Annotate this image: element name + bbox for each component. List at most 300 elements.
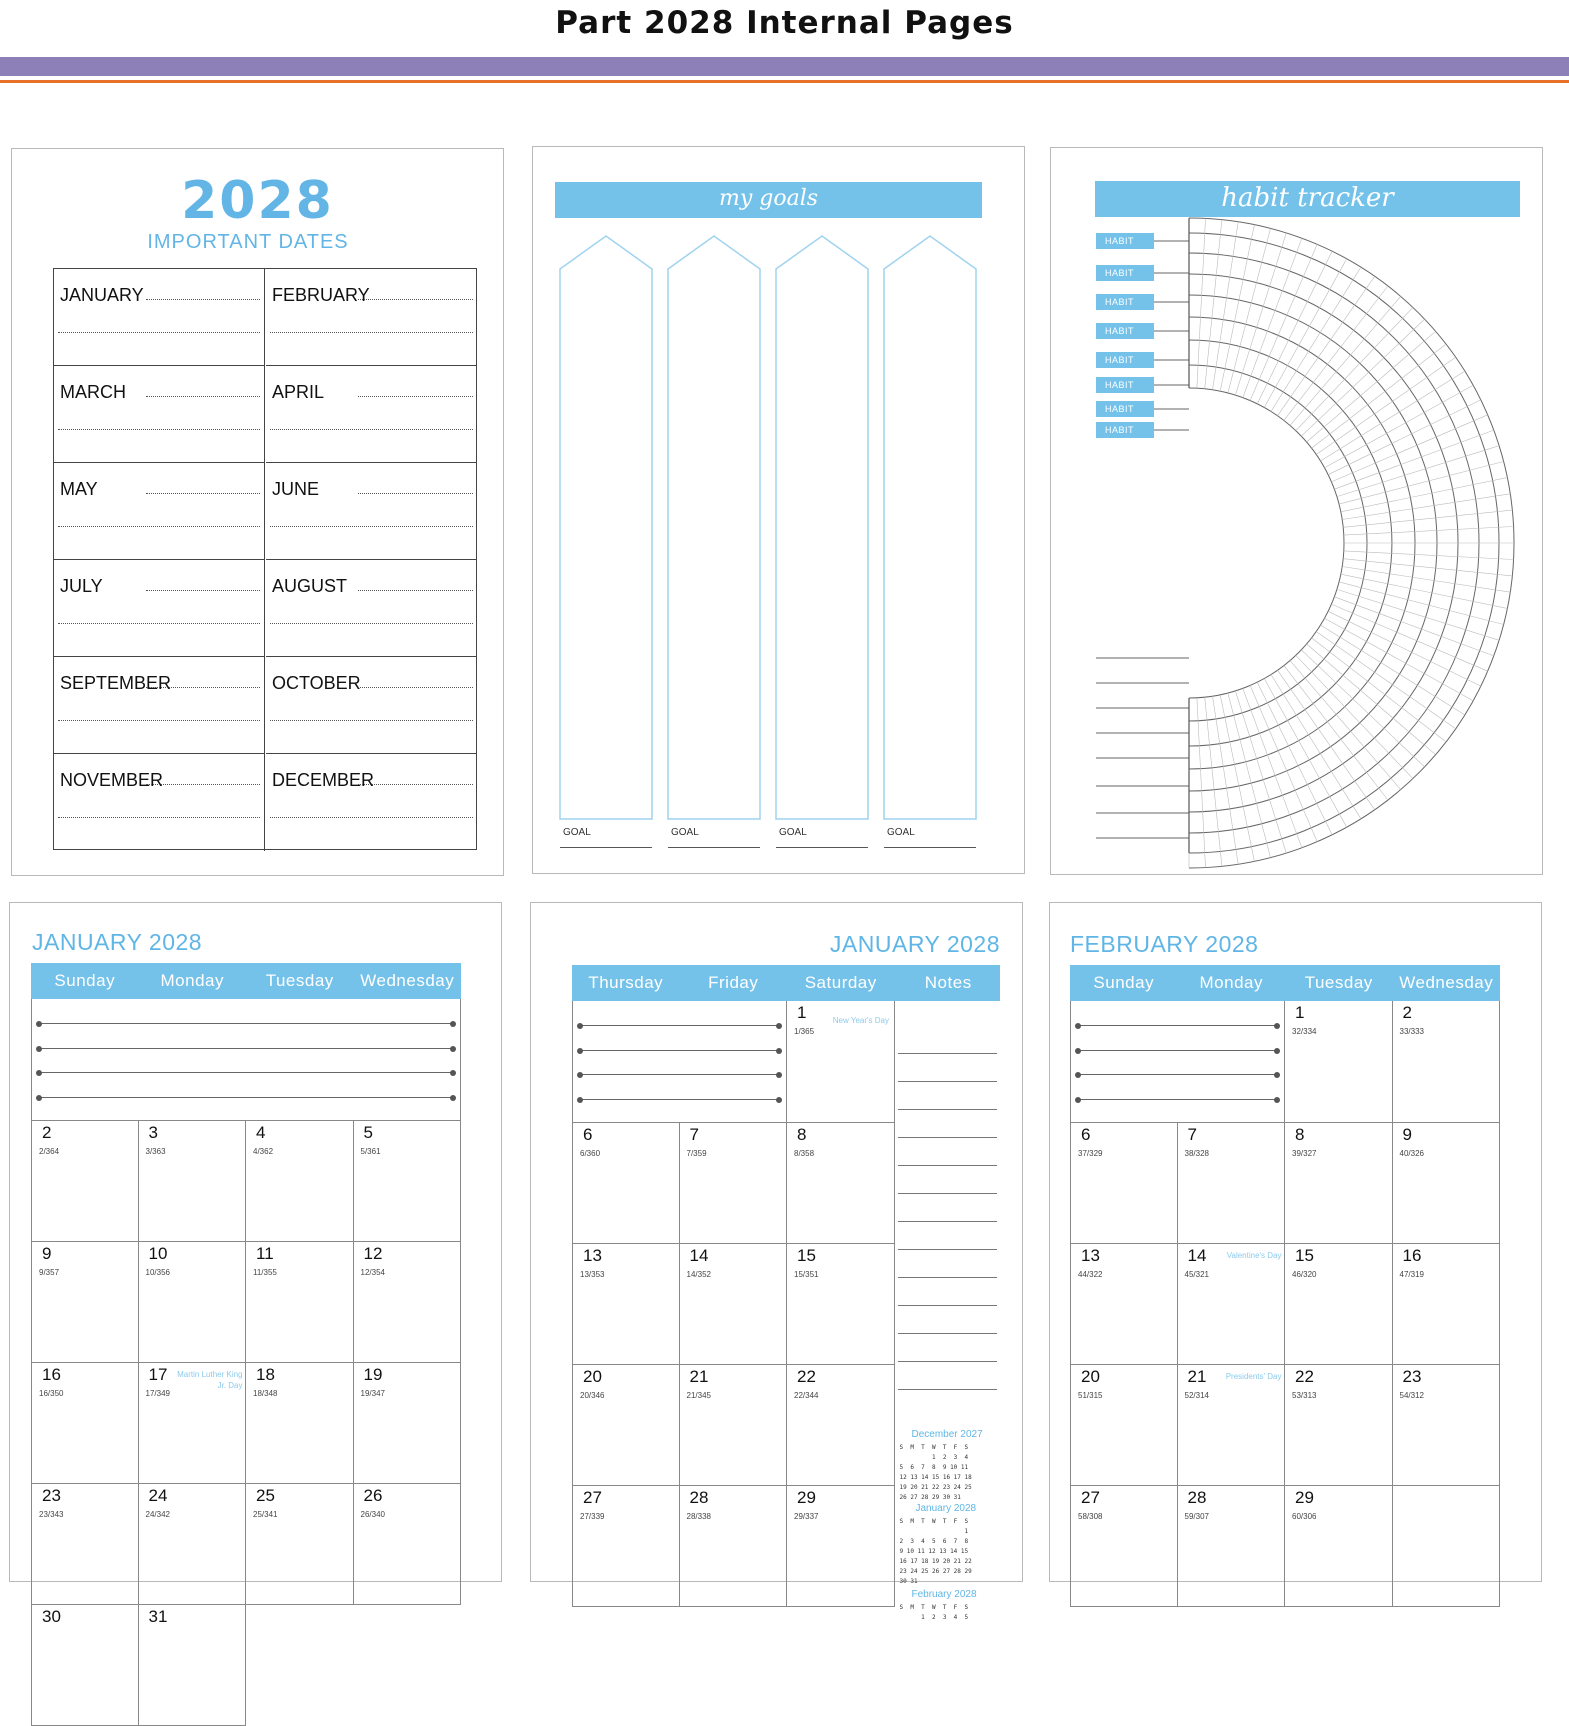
weekday-friday: Friday <box>708 973 759 992</box>
notes-line <box>898 1193 998 1194</box>
mini-calendar-row: 9 10 11 12 13 14 15 <box>899 1548 969 1555</box>
day-number: 2 <box>1402 1003 1412 1022</box>
day-cell <box>572 1123 680 1244</box>
day-cell <box>1285 1244 1393 1365</box>
notes-row <box>572 1001 787 1123</box>
month-box <box>266 366 477 463</box>
day-count: 2/364 <box>39 1147 60 1156</box>
day-number: 16 <box>1402 1246 1422 1265</box>
day-number: 13 <box>583 1246 602 1265</box>
day-number: 29 <box>797 1488 816 1507</box>
bullet-dot <box>1075 1023 1081 1029</box>
day-cell <box>680 1244 788 1365</box>
month-box <box>266 657 477 754</box>
writing-line <box>1078 1074 1277 1075</box>
month-box <box>54 463 265 560</box>
day-number: 7 <box>689 1125 699 1144</box>
orange-line <box>0 80 1569 83</box>
day-cell <box>354 1242 462 1363</box>
habit-label: HABIT <box>1096 294 1154 310</box>
day-count: 60/306 <box>1292 1512 1317 1521</box>
day-number: 26 <box>363 1486 383 1505</box>
day-count: 6/360 <box>580 1149 601 1158</box>
habit-label: HABIT <box>1096 401 1154 417</box>
day-count: 17/349 <box>145 1389 170 1398</box>
month-name: JUNE <box>272 479 320 499</box>
day-count: 12/354 <box>360 1268 385 1277</box>
weekday-thursday: Thursday <box>588 973 664 992</box>
goal-label: GOAL <box>779 827 807 838</box>
day-number: 15 <box>1295 1246 1314 1265</box>
day-cell <box>31 1121 139 1242</box>
notes-line <box>898 1333 998 1334</box>
month-name: DECEMBER <box>272 770 375 790</box>
day-cell <box>1393 1365 1501 1486</box>
day-count: 14/352 <box>686 1270 711 1279</box>
page-title: Part 2028 Internal Pages <box>555 5 1014 41</box>
day-count: 19/347 <box>360 1389 385 1398</box>
month-box <box>54 560 265 657</box>
writing-line <box>1078 1050 1277 1051</box>
dotted-line <box>146 493 260 494</box>
day-number: 9 <box>1402 1125 1412 1144</box>
month-box <box>54 754 265 851</box>
bullet-dot <box>36 1095 42 1101</box>
day-number: 7 <box>1187 1125 1197 1144</box>
day-count: 22/344 <box>794 1391 819 1400</box>
weekday-tuesday: Tuesday <box>1304 973 1373 992</box>
writing-line <box>39 1048 453 1049</box>
day-number: 27 <box>1081 1488 1100 1507</box>
day-cell <box>787 1365 895 1486</box>
day-cell <box>1393 1486 1501 1607</box>
mini-calendar-row: 1 2 3 4 <box>899 1454 969 1461</box>
dotted-line <box>270 526 473 527</box>
day-cell <box>139 1484 247 1605</box>
day-cell <box>1178 1244 1286 1365</box>
writing-line <box>580 1025 779 1026</box>
day-cell <box>1285 1123 1393 1244</box>
mini-calendar-row: S M T W T F S <box>899 1444 969 1451</box>
weekday-monday: Monday <box>160 971 224 990</box>
month-box <box>266 560 477 657</box>
weekday-header <box>572 965 1000 1001</box>
notes-line <box>898 1221 998 1222</box>
day-count: 28/338 <box>686 1512 711 1521</box>
day-count: 33/333 <box>1399 1027 1424 1036</box>
day-count: 25/341 <box>253 1510 278 1519</box>
day-number: 22 <box>1295 1367 1314 1386</box>
weekday-sunday: Sunday <box>54 971 116 990</box>
habit-label: HABIT <box>1096 323 1154 339</box>
day-count: 51/315 <box>1078 1391 1103 1400</box>
day-cell <box>1178 1365 1286 1486</box>
holiday-label: Martin Luther King Jr. Day <box>177 1370 243 1390</box>
dotted-line <box>358 493 473 494</box>
day-number: 5 <box>363 1123 373 1142</box>
day-count: 32/334 <box>1292 1027 1317 1036</box>
bullet-dot <box>577 1097 583 1103</box>
goal-line <box>884 847 976 848</box>
day-cell <box>139 1363 247 1484</box>
day-count: 4/362 <box>253 1147 274 1156</box>
month-name: MARCH <box>60 382 126 402</box>
day-cell <box>246 1484 354 1605</box>
day-number: 30 <box>42 1607 61 1626</box>
notes-line <box>898 1109 998 1110</box>
goal-label: GOAL <box>887 827 915 838</box>
goal-line <box>776 847 868 848</box>
dotted-line <box>146 299 260 300</box>
dotted-line <box>58 720 260 721</box>
weekday-wednesday: Wednesday <box>360 971 455 990</box>
bullet-dot <box>1274 1097 1280 1103</box>
day-cell <box>787 1486 895 1607</box>
dotted-line <box>270 429 473 430</box>
day-cell <box>139 1242 247 1363</box>
goal-label: GOAL <box>563 827 591 838</box>
day-cell <box>680 1123 788 1244</box>
month-name: MAY <box>60 479 98 499</box>
day-cell <box>31 1484 139 1605</box>
day-cell <box>1070 1486 1178 1607</box>
weekday-wednesday: Wednesday <box>1399 973 1494 992</box>
notes-row <box>31 999 461 1121</box>
day-number: 14 <box>689 1246 709 1265</box>
month-name: JANUARY <box>60 285 144 305</box>
day-count: 46/320 <box>1292 1270 1317 1279</box>
day-count: 37/329 <box>1078 1149 1103 1158</box>
day-count: 16/350 <box>39 1389 64 1398</box>
day-cell <box>1393 1001 1501 1123</box>
month-name: APRIL <box>272 382 325 402</box>
bullet-dot <box>776 1097 782 1103</box>
dotted-line <box>146 687 260 688</box>
day-cell <box>680 1365 788 1486</box>
goal-line <box>560 847 652 848</box>
day-count: 13/353 <box>580 1270 605 1279</box>
month-name: FEBRUARY <box>272 285 370 305</box>
month-name: NOVEMBER <box>60 770 164 790</box>
goals-page <box>532 146 1025 874</box>
day-number: 16 <box>42 1365 61 1384</box>
notes-line <box>898 1053 998 1054</box>
mini-calendar-row: 2 3 4 5 6 7 8 <box>899 1538 969 1545</box>
dotted-line <box>358 299 473 300</box>
day-count: 10/356 <box>145 1268 170 1277</box>
january-left-page <box>9 902 502 1626</box>
day-count: 21/345 <box>686 1391 711 1400</box>
bullet-dot <box>450 1046 456 1052</box>
day-count: 53/313 <box>1292 1391 1317 1400</box>
day-cell <box>1070 1123 1178 1244</box>
mini-calendar-row: 12 13 14 15 16 17 18 <box>899 1474 972 1481</box>
bullet-dot <box>36 1070 42 1076</box>
dotted-line <box>358 590 473 591</box>
weekday-saturday: Saturday <box>804 973 877 992</box>
weekday-monday: Monday <box>1199 973 1263 992</box>
bullet-dot <box>577 1072 583 1078</box>
writing-line <box>580 1050 779 1051</box>
year-title: 2028 <box>181 171 334 231</box>
mini-calendar-row: 30 31 <box>899 1578 918 1585</box>
notes-line <box>898 1081 998 1082</box>
day-cell <box>572 1365 680 1486</box>
february-page <box>1049 902 1542 1582</box>
notes-line <box>898 1249 998 1250</box>
day-cell <box>1393 1123 1501 1244</box>
month-box <box>54 269 265 366</box>
month-name: SEPTEMBER <box>60 673 172 693</box>
purple-band <box>0 57 1569 76</box>
day-cell <box>31 1242 139 1363</box>
dotted-line <box>58 429 260 430</box>
day-number: 22 <box>797 1367 816 1386</box>
day-number: 23 <box>42 1486 61 1505</box>
day-number: 18 <box>256 1365 275 1384</box>
day-cell <box>1285 1486 1393 1607</box>
mini-calendar-row: 26 27 28 29 30 31 <box>899 1494 961 1501</box>
writing-line <box>39 1097 453 1098</box>
goal-label: GOAL <box>671 827 699 838</box>
mini-calendar-row: 16 17 18 19 20 21 22 <box>899 1558 972 1565</box>
habit-label: HABIT <box>1096 265 1154 281</box>
notes-line <box>898 1137 998 1138</box>
day-count: 59/307 <box>1184 1512 1209 1521</box>
day-cell <box>572 1244 680 1365</box>
day-number: 17 <box>148 1365 168 1384</box>
dotted-line <box>146 784 260 785</box>
day-cell <box>31 1605 139 1726</box>
day-number: 6 <box>1081 1125 1091 1144</box>
bullet-dot <box>36 1021 42 1027</box>
writing-line <box>1078 1025 1277 1026</box>
weekday-notes: Notes <box>924 973 972 992</box>
habit-tracker-title: habit tracker <box>1095 181 1520 217</box>
bullet-dot <box>450 1021 456 1027</box>
day-cell <box>1393 1244 1501 1365</box>
day-count: 15/351 <box>794 1270 819 1279</box>
day-cell <box>787 1123 895 1244</box>
writing-line <box>39 1072 453 1073</box>
day-cell <box>354 1121 462 1242</box>
day-count: 9/357 <box>39 1268 60 1277</box>
mini-calendar-row: 1 2 3 4 5 <box>899 1614 969 1621</box>
important-dates-page <box>11 148 504 876</box>
dotted-line <box>58 332 260 333</box>
holiday-label: Presidents' Day <box>1225 1372 1282 1381</box>
day-number: 9 <box>42 1244 52 1263</box>
day-count: 38/328 <box>1184 1149 1209 1158</box>
day-cell <box>1070 1244 1178 1365</box>
day-count: 58/308 <box>1078 1512 1103 1521</box>
day-number: 1 <box>797 1003 807 1022</box>
day-count: 8/358 <box>794 1149 815 1158</box>
day-number: 10 <box>148 1244 168 1263</box>
day-count: 24/342 <box>145 1510 170 1519</box>
habit-label: HABIT <box>1096 377 1154 393</box>
habit-label: HABIT <box>1096 233 1154 249</box>
day-number: 29 <box>1295 1488 1314 1507</box>
mini-calendar-title: December 2027 <box>911 1429 983 1440</box>
dotted-line <box>146 396 260 397</box>
writing-line <box>39 1023 453 1024</box>
day-count: 39/327 <box>1292 1149 1317 1158</box>
day-count: 52/314 <box>1184 1391 1209 1400</box>
goal-line <box>668 847 760 848</box>
day-count: 54/312 <box>1399 1391 1424 1400</box>
day-number: 28 <box>1187 1488 1207 1507</box>
day-number: 28 <box>689 1488 709 1507</box>
dotted-line <box>270 332 473 333</box>
month-name: OCTOBER <box>272 673 361 693</box>
goal-banners <box>533 147 1026 875</box>
day-number: 21 <box>1187 1367 1207 1386</box>
bullet-dot <box>450 1070 456 1076</box>
month-box <box>266 269 477 366</box>
day-cell <box>1070 1365 1178 1486</box>
day-number: 31 <box>148 1607 168 1626</box>
day-cell <box>787 1244 895 1365</box>
dotted-line <box>58 817 260 818</box>
mini-calendar-row: 23 24 25 26 27 28 29 <box>899 1568 972 1575</box>
mini-calendar-row: 19 20 21 22 23 24 25 <box>899 1484 972 1491</box>
dotted-line <box>270 623 473 624</box>
important-dates-subtitle: IMPORTANT DATES <box>147 231 349 253</box>
dotted-line <box>358 687 473 688</box>
bullet-dot <box>577 1023 583 1029</box>
day-number: 25 <box>256 1486 275 1505</box>
day-count: 45/321 <box>1184 1270 1209 1279</box>
bullet-dot <box>1274 1048 1280 1054</box>
day-number: 23 <box>1402 1367 1422 1386</box>
writing-line <box>580 1099 779 1100</box>
holiday-label: Valentine's Day <box>1226 1251 1282 1260</box>
writing-line <box>1078 1099 1277 1100</box>
month-title: JANUARY 2028 <box>829 931 1000 957</box>
weekday-header <box>1070 965 1500 1001</box>
writing-line <box>580 1074 779 1075</box>
day-count: 47/319 <box>1399 1270 1424 1279</box>
day-count: 26/340 <box>360 1510 385 1519</box>
day-cell <box>31 1363 139 1484</box>
day-cell <box>787 1001 895 1123</box>
mini-calendar-row: 5 6 7 8 9 10 11 <box>899 1464 969 1471</box>
day-cell <box>680 1486 788 1607</box>
dotted-line <box>358 396 473 397</box>
day-number: 4 <box>256 1123 266 1142</box>
habit-tracker-page <box>1050 147 1543 875</box>
dotted-line <box>270 817 473 818</box>
day-count: 3/363 <box>145 1147 166 1156</box>
habit-label: HABIT <box>1096 422 1154 438</box>
bullet-dot <box>776 1048 782 1054</box>
day-cell <box>354 1484 462 1605</box>
day-count: 29/337 <box>794 1512 819 1521</box>
bullet-dot <box>36 1046 42 1052</box>
weekday-header <box>31 963 461 999</box>
day-number: 27 <box>583 1488 602 1507</box>
notes-line <box>898 1361 998 1362</box>
bullet-dot <box>776 1023 782 1029</box>
notes-line <box>898 1165 998 1166</box>
day-number: 21 <box>689 1367 709 1386</box>
day-cell <box>354 1363 462 1484</box>
day-count: 23/343 <box>39 1510 64 1519</box>
day-number: 11 <box>256 1244 274 1263</box>
day-number: 8 <box>1295 1125 1305 1144</box>
habit-label: HABIT <box>1096 352 1154 368</box>
month-box <box>54 657 265 754</box>
day-number: 14 <box>1187 1246 1207 1265</box>
mini-calendar-row: S M T W T F S <box>899 1604 969 1611</box>
habit-arc-chart <box>1051 148 1544 876</box>
day-cell <box>1178 1486 1286 1607</box>
day-cell <box>139 1605 247 1726</box>
dotted-line <box>358 784 473 785</box>
day-cell <box>1285 1001 1393 1123</box>
bullet-dot <box>1075 1072 1081 1078</box>
day-count: 44/322 <box>1078 1270 1103 1279</box>
bullet-dot <box>1274 1072 1280 1078</box>
weekday-tuesday: Tuesday <box>265 971 334 990</box>
day-number: 15 <box>797 1246 816 1265</box>
day-number: 20 <box>583 1367 602 1386</box>
day-count: 5/361 <box>360 1147 381 1156</box>
notes-line <box>898 1389 998 1390</box>
day-number: 24 <box>148 1486 168 1505</box>
bullet-dot <box>1274 1023 1280 1029</box>
day-cell <box>572 1486 680 1607</box>
day-number: 19 <box>363 1365 383 1384</box>
day-cell <box>1285 1365 1393 1486</box>
month-title: JANUARY 2028 <box>32 929 203 955</box>
notes-line <box>898 1277 998 1278</box>
weekday-sunday: Sunday <box>1093 973 1155 992</box>
bullet-dot <box>577 1048 583 1054</box>
day-count: 18/348 <box>253 1389 278 1398</box>
day-count: 40/326 <box>1399 1149 1424 1158</box>
day-number: 2 <box>42 1123 52 1142</box>
bullet-dot <box>1075 1048 1081 1054</box>
day-number: 20 <box>1081 1367 1100 1386</box>
day-number: 3 <box>148 1123 158 1142</box>
dotted-line <box>270 720 473 721</box>
month-box <box>266 463 477 560</box>
day-number: 8 <box>797 1125 807 1144</box>
day-cell <box>246 1121 354 1242</box>
day-cell <box>1178 1123 1286 1244</box>
day-number: 6 <box>583 1125 593 1144</box>
month-box <box>54 366 265 463</box>
day-count: 11/355 <box>253 1268 277 1277</box>
month-name: JULY <box>60 576 103 596</box>
mini-calendar-row: 1 <box>899 1528 969 1535</box>
months-grid <box>53 268 477 850</box>
notes-line <box>898 1305 998 1306</box>
month-name: AUGUST <box>272 576 348 596</box>
dotted-line <box>146 590 260 591</box>
day-count: 1/365 <box>794 1027 815 1036</box>
day-number: 1 <box>1295 1003 1305 1022</box>
mini-calendar-title: February 2028 <box>911 1589 977 1600</box>
goals-title: my goals <box>555 182 982 218</box>
day-cell <box>246 1363 354 1484</box>
notes-row <box>1070 1001 1285 1123</box>
day-count: 27/339 <box>580 1512 605 1521</box>
holiday-label: New Year's Day <box>832 1016 889 1025</box>
day-number: 13 <box>1081 1246 1100 1265</box>
